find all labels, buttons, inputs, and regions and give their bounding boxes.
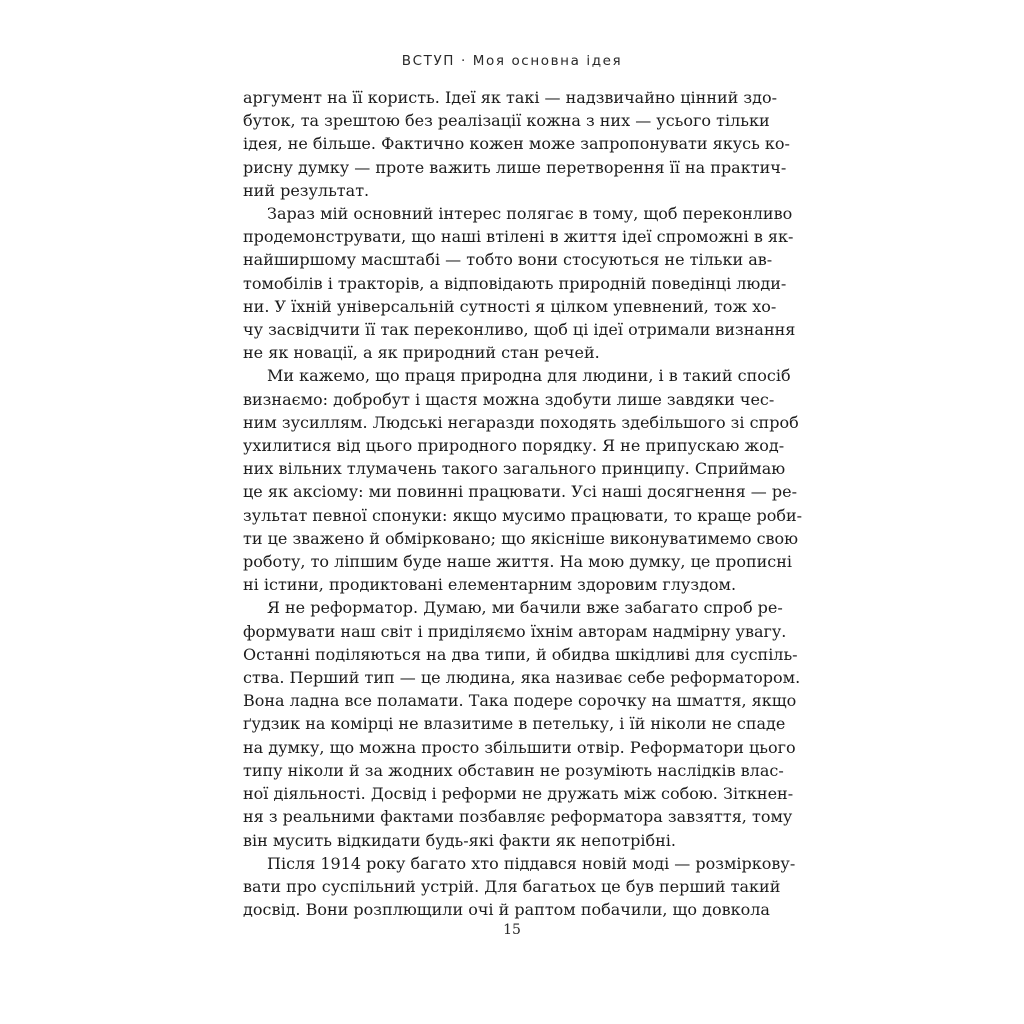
paragraph	[243, 852, 796, 922]
text-line: Ми кажемо, що праця природна для людини, і в такий спосіб	[267, 366, 791, 386]
text-line: них вільних тлумачень такого загального принципу. Сприймаю	[243, 459, 786, 479]
text-line: Вона ладна все поламати. Така подере сорочку на шмаття, якщо	[243, 691, 797, 711]
text-line: Після 1914 року багато хто піддався новій моді — розміркову-	[267, 853, 796, 873]
text-line: ства. Перший тип — це людина, яка називає себе реформатором.	[243, 668, 801, 688]
text-line: типу ніколи й за жодних обставин не розуміють наслідків влас-	[243, 760, 784, 780]
paragraph	[243, 202, 796, 364]
text-line: роботу, то ліпшим буде наше життя. На мою думку, це прописні	[243, 552, 793, 572]
page-number: 15	[503, 922, 521, 938]
text-line: ідея, не більше. Фактично кожен може запропонувати якусь ко-	[243, 134, 790, 154]
text-line: на думку, що можна просто збільшити отвір. Реформатори цього	[243, 737, 796, 757]
text-line: буток, та зрештою без реалізації кожна з них — усього тільки	[243, 111, 770, 131]
text-line: продемонструвати, що наші втілені в життя ідеї спроможні в як-	[243, 227, 794, 247]
text-line: рисну думку — проте важить лише перетворення її на практич-	[243, 157, 787, 177]
text-line: не як новації, а як природний стан речей.	[243, 343, 600, 363]
text-line: він мусить відкидати будь-які факти як непотрібні.	[243, 830, 676, 850]
text-line: Зараз мій основний інтерес полягає в тому, щоб переконливо	[267, 204, 793, 224]
text-line: ня з реальними фактами позбавляє реформатора завзяття, тому	[243, 807, 793, 827]
text-line: Останні поділяються на два типи, й обидва шкідливі для суспіль-	[243, 644, 798, 664]
text-line: визнаємо: добробут і щастя можна здобути лише завдяки чес-	[243, 389, 775, 409]
paragraph	[243, 364, 803, 596]
text-line: томобілів і тракторів, а відповідають природній поведінці люди-	[243, 273, 787, 293]
text-line: ухилитися від цього природного порядку. Я не припускаю жод-	[243, 436, 785, 456]
text-line: аргумент на її користь. Ідеї як такі — надзвичайно цінний здо-	[243, 88, 778, 107]
text-line: вати про суспільний устрій. Для багатьох це був перший такий	[243, 876, 781, 896]
text-line: ним зусиллям. Людські негаразди походять здебільшого зі спроб	[243, 412, 799, 432]
text-line: найширшому масштабі — тобто вони стосуються не тільки ав-	[243, 250, 773, 270]
text-line: Я не реформатор. Думаю, ми бачили вже забагато спроб ре-	[267, 598, 783, 618]
running-head: ВСТУП · Моя основна ідея	[401, 53, 623, 69]
text-line: ний результат.	[243, 180, 370, 200]
paragraph	[243, 596, 801, 851]
text-line: ти це зважено й обмірковано; що якісніше виконуватимемо свою	[243, 528, 799, 548]
text-line: зультат певної спонуки: якщо мусимо працювати, то краще роби-	[243, 505, 803, 525]
text-line: ґудзик на комірці не влазитиме в петельку, і їй ніколи не спаде	[243, 714, 786, 734]
text-line: чу засвідчити її так переконливо, щоб ці ідеї отримали визнання	[243, 320, 796, 340]
paragraph	[243, 86, 790, 202]
body-text	[243, 86, 803, 921]
text-line: ної діяльності. Досвід і реформи не дружать між собою. Зіткнен-	[243, 784, 794, 804]
text-line: ні істини, продиктовані елементарним здоровим глуздом.	[243, 575, 737, 595]
text-line: формувати наш світ і приділяємо їхнім авторам надмірну увагу.	[243, 621, 787, 641]
text-line: ни. У їхній універсальній сутності я цілком упевнений, тож хо-	[243, 296, 777, 316]
text-line: досвід. Вони розплющили очі й раптом побачили, що довкола	[243, 900, 770, 920]
text-line: це як аксіому: ми повинні працювати. Усі наші досягнення — ре-	[243, 482, 797, 502]
